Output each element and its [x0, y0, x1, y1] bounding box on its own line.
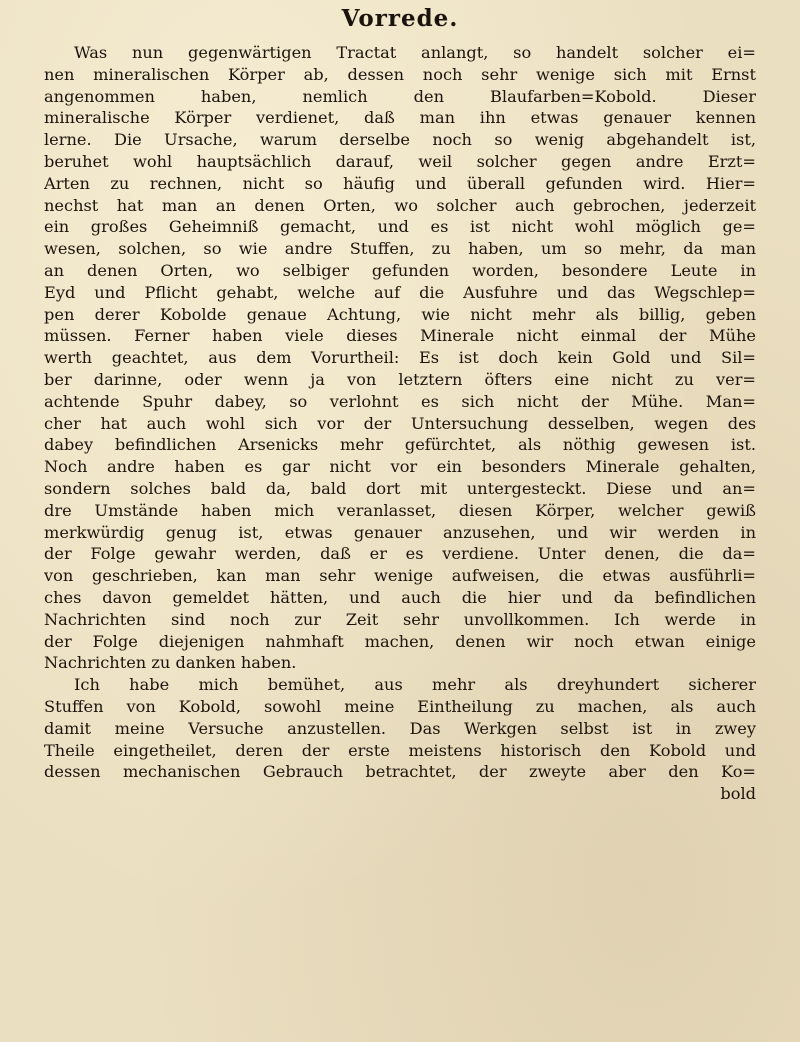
text-line: bold — [720, 784, 756, 804]
text-line: wesen, solchen, so wie andre Stuffen, zu haben, um so mehr, da man — [44, 239, 756, 259]
text-line: ber darinne, oder wenn ja von letztern öfters eine nicht zu ver= — [44, 369, 756, 389]
body-text — [44, 42, 756, 805]
running-head: Vorrede. — [341, 5, 459, 32]
text-line: Nachrichten zu danken haben. — [44, 653, 297, 673]
text-line: ein großes Geheimniß gemacht, und es ist nicht wohl möglich ge= — [44, 217, 756, 237]
text-line: Was nun gegenwärtigen Tractat anlangt, so handelt solcher ei= — [74, 43, 756, 62]
text-line: dabey befindlichen Arsenicks mehr gefürchtet, als nöthig gewesen ist. — [44, 435, 756, 455]
text-line: der Folge gewahr werden, daß er es verdiene. Unter denen, die da= — [44, 544, 756, 564]
text-line: an denen Orten, wo selbiger gefunden worden, besondere Leute in — [44, 260, 756, 280]
text-line: Stuffen von Kobold, sowohl meine Eintheilung zu machen, als auch — [44, 696, 756, 716]
text-line: der Folge diejenigen nahmhaft machen, denen wir noch etwan einige — [44, 631, 756, 651]
text-line: lerne. Die Ursache, warum derselbe noch so wenig abgehandelt ist, — [44, 130, 756, 150]
text-line: Ich habe mich bemühet, aus mehr als dreyhundert sicherer — [74, 675, 756, 695]
paragraph — [44, 674, 756, 805]
text-line: angenommen haben, nemlich den Blaufarben=Kobold. Dieser — [44, 86, 756, 106]
text-line: mineralische Körper verdienet, daß man ihn etwas genauer kennen — [44, 108, 756, 128]
text-line: werth geachtet, aus dem Vorurtheil: Es ist doch kein Gold und Sil= — [44, 348, 756, 368]
text-line: von geschrieben, kan man sehr wenige aufweisen, die etwas ausführli= — [44, 566, 756, 586]
text-line: Arten zu rechnen, nicht so häufig und überall gefunden wird. Hier= — [44, 173, 756, 193]
text-line: müssen. Ferner haben viele dieses Minerale nicht einmal der Mühe — [44, 326, 756, 346]
text-line: dessen mechanischen Gebrauch betrachtet, der zweyte aber den Ko= — [44, 762, 756, 782]
text-line: beruhet wohl hauptsächlich darauf, weil solcher gegen andre Erzt= — [44, 151, 756, 171]
text-line: ches davon gemeldet hätten, und auch die hier und da befindlichen — [44, 587, 756, 607]
text-line: nechst hat man an denen Orten, wo solcher auch gebrochen, jederzeit — [44, 195, 756, 215]
text-line: merkwürdig genug ist, etwas genauer anzusehen, und wir werden in — [44, 522, 756, 542]
text-line: nen mineralischen Körper ab, dessen noch sehr wenige sich mit Ernst — [44, 64, 756, 84]
text-line: Noch andre haben es gar nicht vor ein besonders Minerale gehalten, — [44, 457, 756, 477]
text-line: achtende Spuhr dabey, so verlohnt es sich nicht der Mühe. Man= — [44, 391, 756, 411]
text-line: pen derer Kobolde genaue Achtung, wie nicht mehr als billig, geben — [44, 304, 756, 324]
paragraph — [44, 42, 756, 674]
text-line: Nachrichten sind noch zur Zeit sehr unvollkommen. Ich werde in — [44, 609, 756, 629]
text-line: Theile eingetheilet, deren der erste meistens historisch den Kobold und — [44, 740, 756, 760]
text-line: damit meine Versuche anzustellen. Das Werkgen selbst ist in zwey — [44, 718, 756, 738]
text-line: sondern solches bald da, bald dort mit untergesteckt. Diese und an= — [44, 478, 756, 498]
text-line: dre Umstände haben mich veranlasset, diesen Körper, welcher gewiß — [44, 500, 756, 520]
text-line: cher hat auch wohl sich vor der Untersuchung desselben, wegen des — [44, 413, 756, 433]
text-line: Eyd und Pflicht gehabt, welche auf die Ausfuhre und das Wegschlep= — [44, 282, 756, 302]
